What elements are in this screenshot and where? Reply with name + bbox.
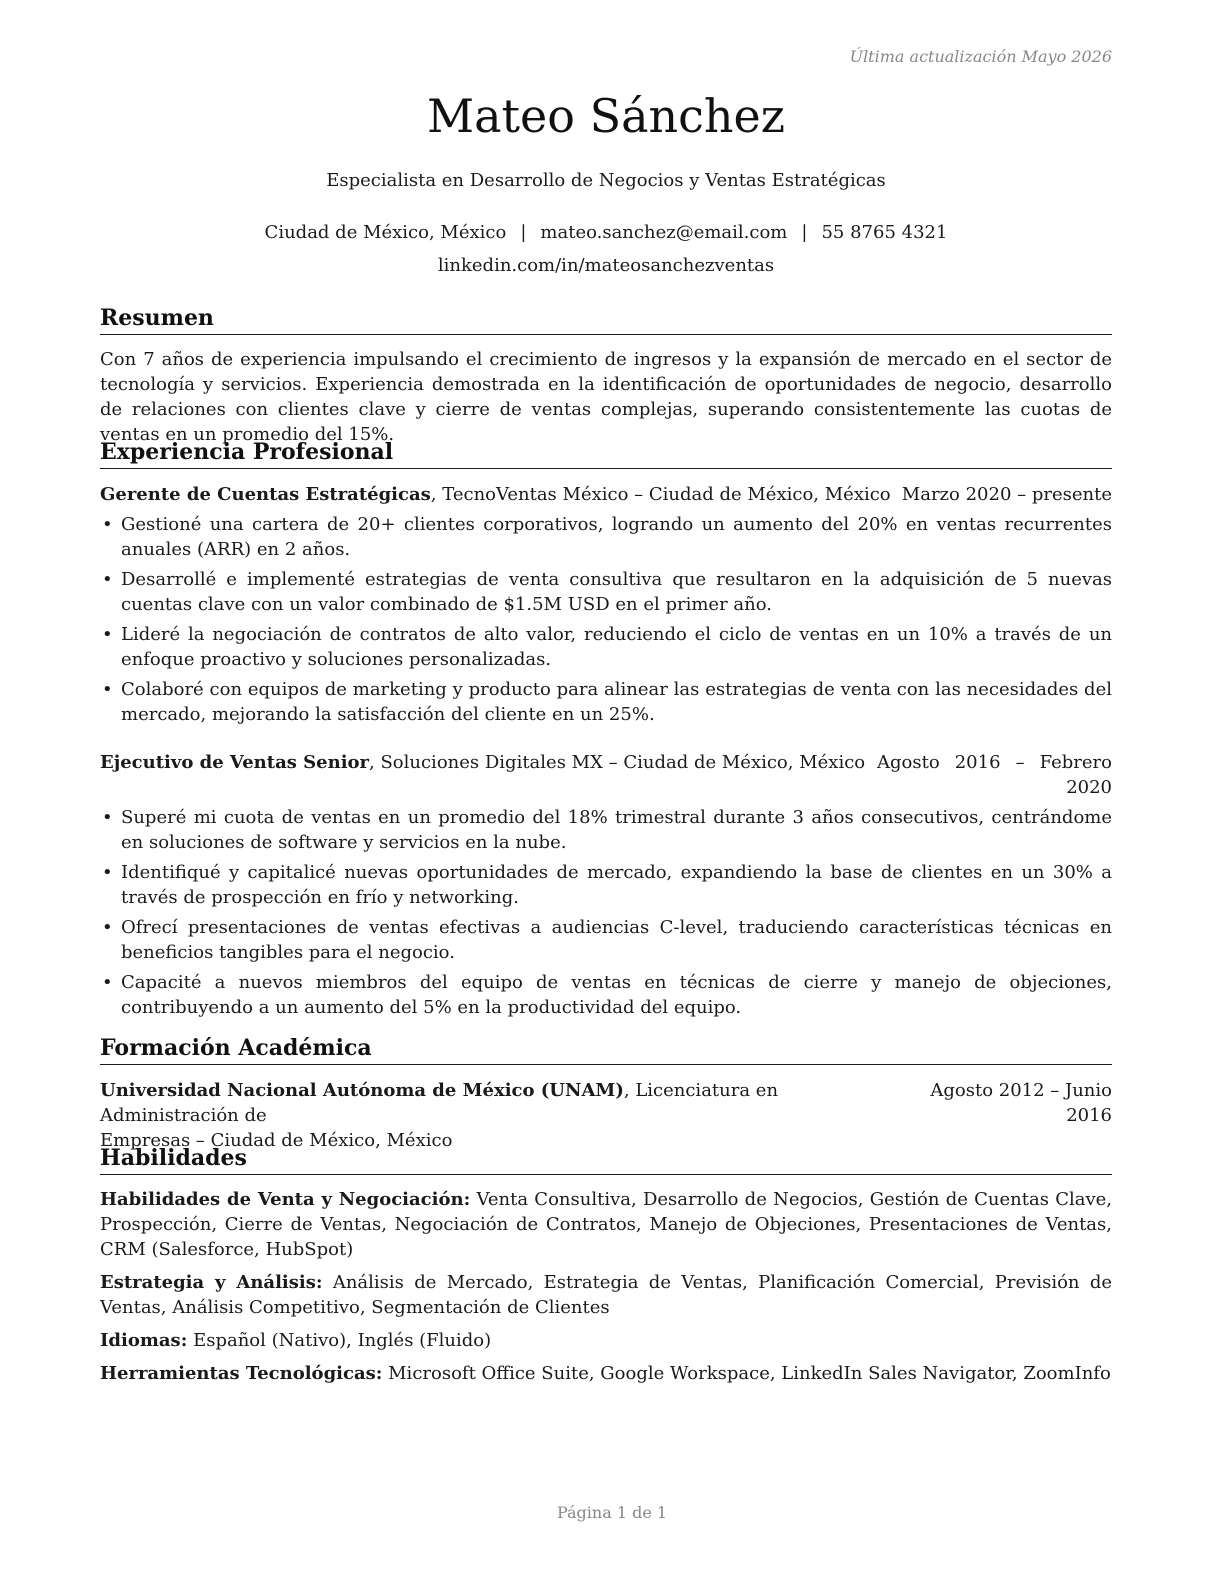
skill-group (100, 1270, 1112, 1320)
bullet-item: • Ofrecí presentaciones de ventas efectivas a audiencias C-level, traduciendo características técnicas en beneficios tangibles para el negocio. (100, 915, 1112, 965)
page-number: Página 1 de 1 (556, 1503, 668, 1522)
degree-text-continued: Empresas – Ciudad de México, México (100, 1130, 453, 1151)
skill-group (100, 1187, 1112, 1262)
contact-line (100, 220, 1112, 245)
skill-group (100, 1361, 1112, 1386)
job-role: Ejecutivo de Ventas Senior (100, 752, 370, 773)
location-text: Ciudad de México, México (264, 222, 507, 243)
job-title-line (100, 482, 891, 507)
candidate-headline: Especialista en Desarrollo de Negocios y Ventas Estratégicas (326, 170, 886, 191)
skill-group-label: Herramientas Tecnológicas: (100, 1363, 383, 1384)
job-role: Gerente de Cuentas Estratégicas (100, 484, 431, 505)
skill-group-text: Análisis de Mercado, Estrategia de Ventas, Planificación Comercial, Previsión de Ventas, Análisis Competitivo, Segmentación de Clientes (100, 1272, 1113, 1318)
job-dates: Marzo 2020 – presente (901, 484, 1112, 505)
job-dates: Agosto 2016 – Febrero 2020 (877, 752, 1112, 798)
summary-text: Con 7 años de experiencia impulsando el crecimiento de ingresos y la expansión de mercado en el sector de tecnología y servicios. Experiencia demostrada en la identificación de oportunidades de negocio, desarrollo de relaciones con clientes clave y cierre de ventas complejas, superando consistentemente las cuotas de ventas en un promedio del 15%. (100, 349, 1112, 445)
job-entry (100, 482, 1112, 732)
job-title-line (100, 750, 865, 800)
job-bullets (100, 805, 1112, 1020)
bullet-item: • Capacité a nuevos miembros del equipo de ventas en técnicas de cierre y manejo de objeciones, contribuyendo a un aumento del 5% en la productividad del equipo. (100, 970, 1112, 1020)
job-header (100, 750, 1112, 800)
education-header (100, 1078, 1112, 1128)
last-updated-note: Última actualización Mayo 2026 (849, 47, 1112, 66)
job-entry (100, 750, 1112, 1025)
bullet-item: • Superé mi cuota de ventas en un promedio del 18% trimestral durante 3 años consecutivos, centrándome en soluciones de software y servicios en la nube. (100, 805, 1112, 855)
skill-group-text: Venta Consultiva, Desarrollo de Negocios, Gestión de Cuentas Clave, Prospección, Cierre de Ventas, Negociación de Contratos, Manejo de Objeciones, Presentaciones de Ventas, CRM (Salesforce, HubSpot) (100, 1189, 1113, 1260)
bullet-item: • Gestioné una cartera de 20+ clientes corporativos, logrando un aumento del 20% en ventas recurrentes anuales (ARR) en 2 años. (100, 512, 1112, 562)
degree-text: , Licenciatura en Administración de (100, 1080, 779, 1126)
job-header (100, 482, 1112, 507)
education-entry (100, 1078, 1112, 1153)
email-link[interactable]: mateo.sanchez@email.com (540, 222, 788, 243)
skill-group-label: Idiomas: (100, 1330, 188, 1351)
contact-separator: | (801, 222, 808, 243)
section-title-summary: Resumen (100, 304, 1112, 335)
phone-text: 55 8765 4321 (821, 222, 948, 243)
section-title-skills: Habilidades (100, 1144, 1112, 1175)
contact-separator: | (520, 222, 527, 243)
school-name: Universidad Nacional Autónoma de México (UNAM) (100, 1080, 624, 1101)
education-line (100, 1078, 894, 1128)
skill-group-label: Estrategia y Análisis: (100, 1272, 323, 1293)
bullet-item: • Colaboré con equipos de marketing y producto para alinear las estrategias de venta con las necesidades del mercado, mejorando la satisfacción del cliente en un 25%. (100, 677, 1112, 727)
section-title-education: Formación Académica (100, 1034, 1112, 1065)
skills-list (100, 1187, 1112, 1394)
education-dates: Agosto 2012 – Junio 2016 (930, 1080, 1112, 1126)
bullet-item: • Desarrollé e implementé estrategias de venta consultiva que resultaron en la adquisición de 5 nuevas cuentas clave con un valor combinado de $1.5M USD en el primer año. (100, 567, 1112, 617)
skill-group-label: Habilidades de Venta y Negociación: (100, 1189, 471, 1210)
job-company: , TecnoVentas México – Ciudad de México, México (430, 484, 891, 505)
linkedin-link[interactable]: linkedin.com/in/mateosanchezventas (437, 255, 775, 276)
skill-group-text: Microsoft Office Suite, Google Workspace, LinkedIn Sales Navigator, ZoomInfo (382, 1363, 1111, 1384)
job-bullets (100, 512, 1112, 727)
skill-group-text: Español (Nativo), Inglés (Fluido) (187, 1330, 492, 1351)
job-company: , Soluciones Digitales MX – Ciudad de México, México (369, 752, 866, 773)
section-title-experience: Experiencia Profesional (100, 438, 1112, 469)
candidate-name: Mateo Sánchez (427, 89, 785, 143)
bullet-item: • Identifiqué y capitalicé nuevas oportunidades de mercado, expandiendo la base de clientes en un 30% a través de prospección en frío y networking. (100, 860, 1112, 910)
skill-group (100, 1328, 1112, 1353)
bullet-item: • Lideré la negociación de contratos de alto valor, reduciendo el ciclo de ventas en un 10% a través de un enfoque proactivo y soluciones personalizadas. (100, 622, 1112, 672)
